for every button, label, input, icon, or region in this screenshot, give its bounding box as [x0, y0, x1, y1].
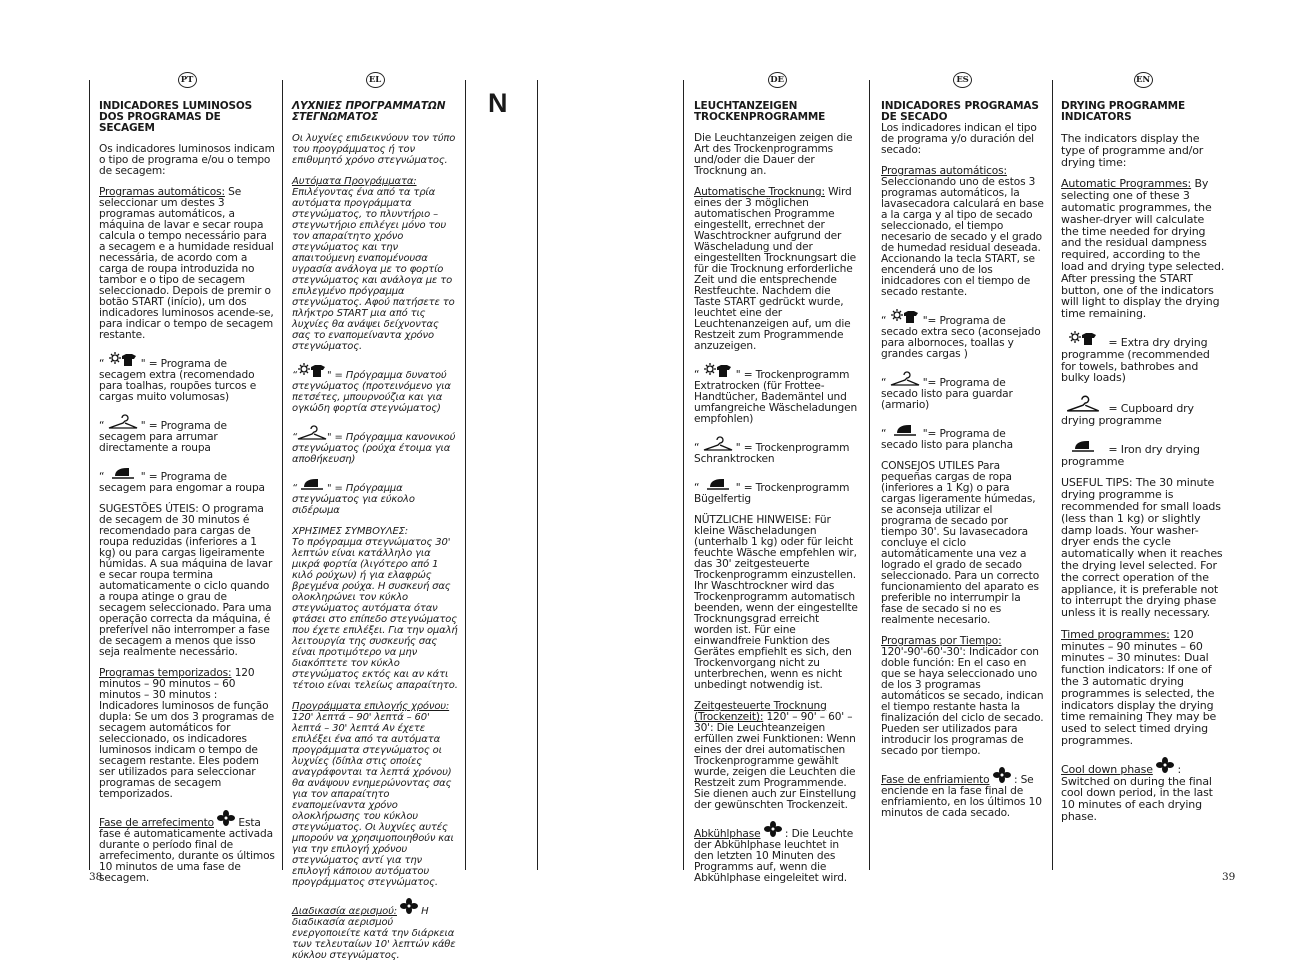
- column-en: [1061, 72, 1225, 833]
- page-number-left: 38: [89, 871, 103, 883]
- intro-text: Os indicadores luminosos indicam o tipo de programa e/ou o tempo de secagem:: [99, 143, 275, 177]
- tips-text: NÜTZLICHE HINWEISE: Für kleine Wäscheladungen (unterhalb 1 kg) oder für leicht feuchte Wäsche empfehlen wir, das 30' zeitgesteuerte Trockenprogramm einzustellen. Ihr Waschtrockner wird das Trockenprogramm automatisch beenden, wenn der eingestellte Trocknungsgrad erreicht worden ist. Für eine einwandfreie Funktion des Gerätes empfiehlt es sich, den Trockenvorgang nicht zu unterbrechen, wenn es nicht unbedingt notwendig ist.: [694, 514, 858, 691]
- fan-icon: [217, 810, 235, 829]
- extra-dry-text: = Extra dry drying programme (recommended for towels, bathrobes and bulky loads): [1061, 335, 1210, 385]
- intro-text: Los indicadores indican el tipo de programa y/o duración del secado:: [881, 122, 1037, 156]
- auto-programs: [1061, 178, 1225, 320]
- tips-block: [292, 526, 458, 691]
- cooldown-text: Esta fase é automaticamente activada durante o período final de arrefecimento, durante os últimos 10 minutos de uma fase de secagem.: [99, 817, 275, 884]
- timed-label: Zeitgesteuerte Trocknung (Trockenzeit):: [694, 700, 827, 723]
- timed-text: 120' λεπτά – 90' λεπτά – 60' λεπτά – 30' λεπτά Αν έχετε επιλέξει ένα από τα αυτόματα προγράμματα στεγνώματος οι λυχνίες (δίπλα στις οποίες αναγράφονται τα λεπτά χρόνου) θα ανάψουν ενημερώνοντας σας για τον απαραίτητο εναπομείναντα χρόνο ολοκλήρωσης του κύκλου στεγνώματος. Οι λυχνίες αυτές μπορούν να χρησιμοποιηθούν και για την επιλογή χρόνου στεγνώματος αντί για την επιλογή κάποιου αυτόματου προγράμματος στεγνώματος.: [292, 712, 454, 888]
- extra-dry-icon: [108, 351, 138, 370]
- iron-row: “ " = Trockenprogramm Bügelfertig: [694, 475, 860, 505]
- tips-text: Το πρόγραμμα στεγνώματος 30' λεπτών είναι κατάλληλο για μικρά φορτία (λιγότερο από 1 κιλό ρούχων) ή για ελαφρώς βρεγμένα ρούχα. Η συσκευή σας ολοκληρώνει τον κύκλο στεγνώματος αυτόματα όταν φτάσει στο επίπεδο στεγνώματος που έχετε επιλέξει. Για την ομαλή λειτουργία της συσκευής σας είναι προτιμότερο να μην διακόπτετε τον κύκλο στεγνώματος εκτός και αν κάτι τέτοιο είναι τελείως απαραίτητο.: [292, 537, 458, 691]
- timed-text: 120 minutes – 90 minutes – 60 minutes – 30 minutes: Dual function indicators: If one of the 3 automatic drying programmes is selected, the indicators display the drying time remaining They may be used to select timed drying programmes.: [1061, 627, 1217, 748]
- extra-dry-row: [1061, 330, 1225, 384]
- column-divider: [537, 80, 538, 870]
- intro-text: Οι λυχνίες επιδεικνύουν τον τύπο του προγράμματος ή τον επιθυμητό χρόνο στεγνώματος.: [292, 133, 456, 166]
- iron-row: [1061, 437, 1225, 468]
- column-divider: [1052, 80, 1053, 870]
- tips-label: ΧΡΗΣΙΜΕΣ ΣΥΜΒΟΥΛΕΣ:: [292, 526, 409, 537]
- extra-dry-text: "= Programa de secado extra seco (aconsejado para albornoces, toallas y grandes cargas ): [881, 315, 1041, 360]
- tips-text: CONSEJOS UTILES Para pequeñas cargas de ropa (inferiores a 1 Kg) o para cargas ligeramente húmedas, se aconseja utilizar el programa de secado por tiempo 30'. Su lavasecadora concluye el ciclo automáticamente una vez a logrado el grado de secado seleccionado. Para un correcto funcionamiento del aparato es preferible no interrumpir la fase de secado si no es realmente necesario.: [881, 460, 1040, 626]
- extra-dry-row: “ " = Πρόγραμμα δυνατού στεγνώματος (προτεινόμενο για πετσέτες, μπουρνούζια και για ογκώδη φορτία στεγνώματος): [292, 362, 458, 414]
- iron-text: " = Trockenprogramm Bügelfertig: [694, 482, 850, 505]
- language-badge: EN: [1134, 72, 1153, 88]
- auto-label: Programas automáticos:: [881, 165, 1007, 177]
- column-divider: [89, 80, 90, 870]
- cupboard-row: [1061, 394, 1225, 427]
- cooldown-row: Cool down phase : Switched on during the final cool down period, in the last 10 minutes of each drying phase.: [1061, 757, 1225, 823]
- auto-text: Wird eines der 3 möglichen automatischen Programme eingestellt, errechnet der Waschtrockner aufgrund der Wäscheladung und der eingestellten Trocknungsart die für die Trocknung erforderliche Zeit und die entsprechende Restfeuchte. Nachdem die Taste START gedrückt wurde, leuchtet eine der Leuchtenanzeigen auf, um die Restzeit zum Programmende anzuzeigen.: [694, 186, 857, 352]
- timed-label: Programas por Tiempo:: [881, 635, 1002, 647]
- hanger-icon: [703, 435, 733, 454]
- tips-text: USEFUL TIPS: The 30 minute drying programme is recommended for small loads (less than 1 kg) or slightly damp loads. Your washer-dryer ends the cycle automatically when it reaches the drying level selected. For the correct operation of the appliance, it is preferable not to interrupt the drying phase unless it is really necessary.: [1061, 476, 1223, 620]
- cooldown-text: Se enciende en la fase final de enfriamiento, en los últimos 10 minutos de cada secado.: [881, 774, 1042, 819]
- auto-text: By selecting one of these 3 automatic programmes, the washer-dryer will calculate the time needed for drying and the residual dampness required, according to the load and drying type selected. After pressing the START button, one of the indicators will light to display the drying time remaining.: [1061, 177, 1225, 321]
- cooldown-text: Switched on during the final cool down period, in the last 10 minutes of each drying phase.: [1061, 774, 1213, 824]
- iron-text: " = Πρόγραμμα στεγνώματος για εύκολο σιδέρωμα: [292, 483, 415, 516]
- iron-icon: [1061, 437, 1105, 456]
- timed-programs: [292, 701, 458, 888]
- column-divider: [683, 80, 684, 870]
- extra-dry-icon: [703, 362, 733, 381]
- iron-row: “ " = Πρόγραμμα στεγνώματος για εύκολο σιδέρωμα: [292, 475, 458, 516]
- cooldown-label: Fase de enfriamiento: [881, 774, 990, 786]
- auto-programs: [881, 166, 1044, 298]
- cupboard-text: " = Programa de secagem para arrumar directamente a roupa: [99, 420, 227, 454]
- cupboard-text: " = Trockenprogramm Schranktrocken: [694, 442, 850, 465]
- extra-dry-row: “ "= Programa de secado extra seco (aconsejado para albornoces, toallas y grandes cargas ): [881, 308, 1044, 360]
- language-badge: ES: [953, 72, 972, 88]
- auto-label: Αυτόματα Προγράμματα:: [292, 176, 417, 187]
- tips-text: SUGESTÕES ÚTEIS: O programa de secagem de 30 minutos é recomendado para cargas de roupa reduzidas (inferiores a 1 kg) ou para cargas ligeiramente húmidas. A sua máquina de lavar e secar roupa termina automaticamente o ciclo quando a roupa atinge o grau de secagem seleccionado. Para uma operação correcta da máquina, é preferível não interromper a fase de secagem a menos que isso seja realmente necessário.: [99, 503, 273, 658]
- iron-icon: [703, 475, 733, 494]
- fan-icon: [993, 767, 1011, 786]
- cooldown-label: Διαδικασία αερισμού:: [292, 906, 397, 917]
- timed-programs: [1061, 629, 1225, 747]
- timed-text: 120 minutos – 90 minutos – 60 minutos – 30 minutos : Indicadores luminosos de função dupla: Se um dos 3 programas de secagem automáticos for seleccionado, os indicadores luminosos indicam o tempo de secagem restante. Eles podem ser utilizados para seleccionar programas de secagem temporizados.: [99, 667, 274, 800]
- cooldown-text: Die Leuchte der Abkühlphase leuchtet in den letzten 10 Minuten des Programms auf, wenn die Abkühlphase eingeleitet wird.: [694, 828, 854, 884]
- auto-text: Επιλέγοντας ένα από τα τρία αυτόματα προγράμματα στεγνώματος, το πλυντήριο – στεγνωτήριο επιλέγει μόνο του τον απαραίτητο χρόνο στεγνώματος και την απαιτούμενη εναπομένουσα υγρασία ανάλογα με το φορτίο στεγνώματος και ανάλογα με το επιλεγμένο πρόγραμμα στεγνώματος. Αφού πατήσετε το πλήκτρο START μια από τις λυχνίες θα ανάψει δείχνοντας σας το εναπομείναντα χρόνο στεγνώματος.: [292, 187, 455, 352]
- column-divider: [465, 80, 466, 870]
- hanger-icon: [1061, 394, 1105, 415]
- intro-text: The indicators display the type of programme and/or drying time:: [1061, 132, 1204, 169]
- iron-row: “ " = Programa de secagem para engomar a roupa: [99, 464, 275, 494]
- column-divider: [282, 80, 283, 870]
- cupboard-row: “ "= Programa de secado listo para guardar (armario): [881, 370, 1044, 411]
- section-title: INDICADORES LUMINOSOS DOS PROGRAMAS DE SECAGEM: [99, 100, 253, 134]
- cupboard-row: “ " = Trockenprogramm Schranktrocken: [694, 435, 860, 465]
- column-el: [292, 72, 458, 971]
- auto-text: Se seleccionar um destes 3 programas automáticos, a máquina de lavar e secar roupa calcula o tempo necessário para a secagem e a humidade residual necessária, de acordo com a carga de roupa introduzida no tambor e o tipo de secagem seleccionado. Depois de premir o botão START (início), um dos indicadores luminosos acende-se, para indicar o tempo de secagem restante.: [99, 186, 274, 341]
- section-marker: N: [488, 88, 508, 118]
- iron-icon: [108, 464, 138, 483]
- hanger-icon: [297, 424, 327, 443]
- timed-label: Programas temporizados:: [99, 667, 232, 679]
- language-badge: PT: [178, 72, 197, 88]
- cupboard-row: “ " = Πρόγραμμα κανονικού στεγνώματος (ρούχα έτοιμα για αποθήκευση): [292, 424, 458, 465]
- extra-dry-icon: [297, 362, 327, 381]
- cooldown-row: [99, 810, 275, 884]
- auto-text: Seleccionando uno de estos 3 programas automáticos, la lavasecadora calculará en base a la carga y al tipo de secado seleccionado, el tiempo necesario de secado y el grado de humedad residual deseada. Accionando la tecla START, se encenderá uno de los inidcadores con el tiempo de secado restante.: [881, 176, 1044, 298]
- column-divider: [869, 80, 870, 870]
- cooldown-row: [292, 898, 458, 961]
- cooldown-label: Abkühlphase: [694, 828, 761, 840]
- cooldown-row: Abkühlphase : Die Leuchte der Abkühlphase leuchtet in den letzten 10 Minuten des Programms auf, wenn die Abkühlphase eingeleitet wird.: [694, 821, 860, 884]
- auto-label: Automatische Trocknung:: [694, 186, 825, 198]
- extra-dry-row: “ " = Trockenprogramm Extratrocken (für Frottee-Handtücher, Bademäntel und umfangreiche Wäscheladungen empfohlen): [694, 362, 860, 425]
- iron-row: “ "= Programa de secado listo para plancha: [881, 421, 1044, 451]
- iron-text: " = Programa de secagem para engomar a roupa: [99, 471, 265, 494]
- iron-icon: [890, 421, 920, 440]
- fan-icon: [400, 898, 418, 917]
- column-es: [881, 72, 1044, 829]
- timed-label: Timed programmes:: [1061, 627, 1170, 641]
- timed-text: 120'-90'-60'-30': Indicador con doble función: En el caso en que se haya seleccionado uno de los 3 programas automáticos se secado, indican el tiempo restante hasta la finalización del ciclo de secado. Pueden ser utilizados para introducir los programas de secado por tiempo.: [881, 646, 1044, 757]
- fan-icon: [1156, 757, 1174, 776]
- auto-programs: [292, 176, 458, 352]
- section-title: INDICADORES PROGRAMAS DE SECADO: [881, 100, 1039, 123]
- column-pt: [99, 72, 275, 894]
- auto-label: Automatic Programmes:: [1061, 177, 1192, 191]
- extra-dry-text: " = Programa de secagem extra (recomendado para toalhas, roupões turcos e cargas muito volumosas): [99, 358, 257, 403]
- hanger-icon: [890, 370, 920, 389]
- cupboard-text: "= Programa de secado listo para guardar (armario): [881, 377, 1013, 411]
- cooldown-row: Fase de enfriamiento : Se enciende en la fase final de enfriamiento, en los últimos 10 minutos de cada secado.: [881, 767, 1044, 819]
- cooldown-label: Fase de arrefecimento: [99, 817, 214, 829]
- language-badge: DE: [768, 72, 787, 88]
- extra-dry-text: " = Trockenprogramm Extratrocken (für Frottee-Handtücher, Bademäntel und umfangreiche Wäscheladungen empfohlen): [694, 369, 858, 425]
- auto-programs: [99, 187, 275, 341]
- column-de: [694, 72, 860, 894]
- cooldown-text: Η διαδικασία αερισμού ενεργοποιείτε κατά την διάρκεια των τελευταίων 10' λεπτών κάθε κύκλου στεγνώματος.: [292, 906, 456, 961]
- extra-dry-icon: [1061, 330, 1105, 349]
- iron-icon: [297, 475, 327, 494]
- timed-label: Προγράμματα επιλογής χρόνου:: [292, 701, 450, 712]
- cupboard-text: = Cupboard dry drying programme: [1061, 402, 1194, 427]
- iron-text: = Iron dry drying programme: [1061, 442, 1200, 468]
- timed-text: 120' – 90' – 60' – 30': Die Leuchteanzeigen erfüllen zwei Funktionen: Wenn eines der drei automatischen Trockenprogramme gewählt wurde, zeigen die Leuchten die Restzeit zum Programmende. Sie dienen auch zur Einstellung der gewünschten Trockenzeit.: [694, 711, 857, 811]
- language-badge: EL: [366, 72, 385, 88]
- hanger-icon: [108, 413, 138, 432]
- cupboard-row: “ " = Programa de secagem para arrumar directamente a roupa: [99, 413, 275, 454]
- fan-icon: [764, 821, 782, 840]
- timed-programs: [694, 701, 860, 811]
- auto-label: Programas automáticos:: [99, 186, 225, 198]
- section-title: LEUCHTANZEIGEN TROCKENPROGRAMME: [694, 100, 826, 123]
- cupboard-text: " = Πρόγραμμα κανονικού στεγνώματος (ρούχα έτοιμα για αποθήκευση): [292, 432, 456, 465]
- extra-dry-icon: [890, 308, 920, 327]
- auto-programs: [694, 187, 860, 352]
- page-number-right: 39: [1222, 871, 1236, 883]
- timed-programs: [99, 668, 275, 800]
- iron-text: "= Programa de secado listo para plancha: [881, 428, 1013, 451]
- section-title: DRYING PROGRAMME INDICATORS: [1061, 100, 1186, 123]
- section-title: ΛΥΧΝΙΕΣ ΠΡΟΓΡΑΜΜΑΤΩΝ ΣΤΕΓΝΩΜΑΤΟΣ: [292, 100, 446, 123]
- timed-programs: [881, 636, 1044, 757]
- intro-text: Die Leuchtanzeigen zeigen die Art des Trockenprogramms und/oder die Dauer der Trocknung an.: [694, 132, 853, 177]
- extra-dry-text: " = Πρόγραμμα δυνατού στεγνώματος (προτεινόμενο για πετσέτες, μπουρνούζια και για ογκώδη φορτία στεγνώματος): [292, 370, 451, 414]
- extra-dry-row: “ " = Programa de secagem extra (recomendado para toalhas, roupões turcos e cargas muito volumosas): [99, 351, 275, 403]
- cooldown-label: Cool down phase: [1061, 762, 1153, 776]
